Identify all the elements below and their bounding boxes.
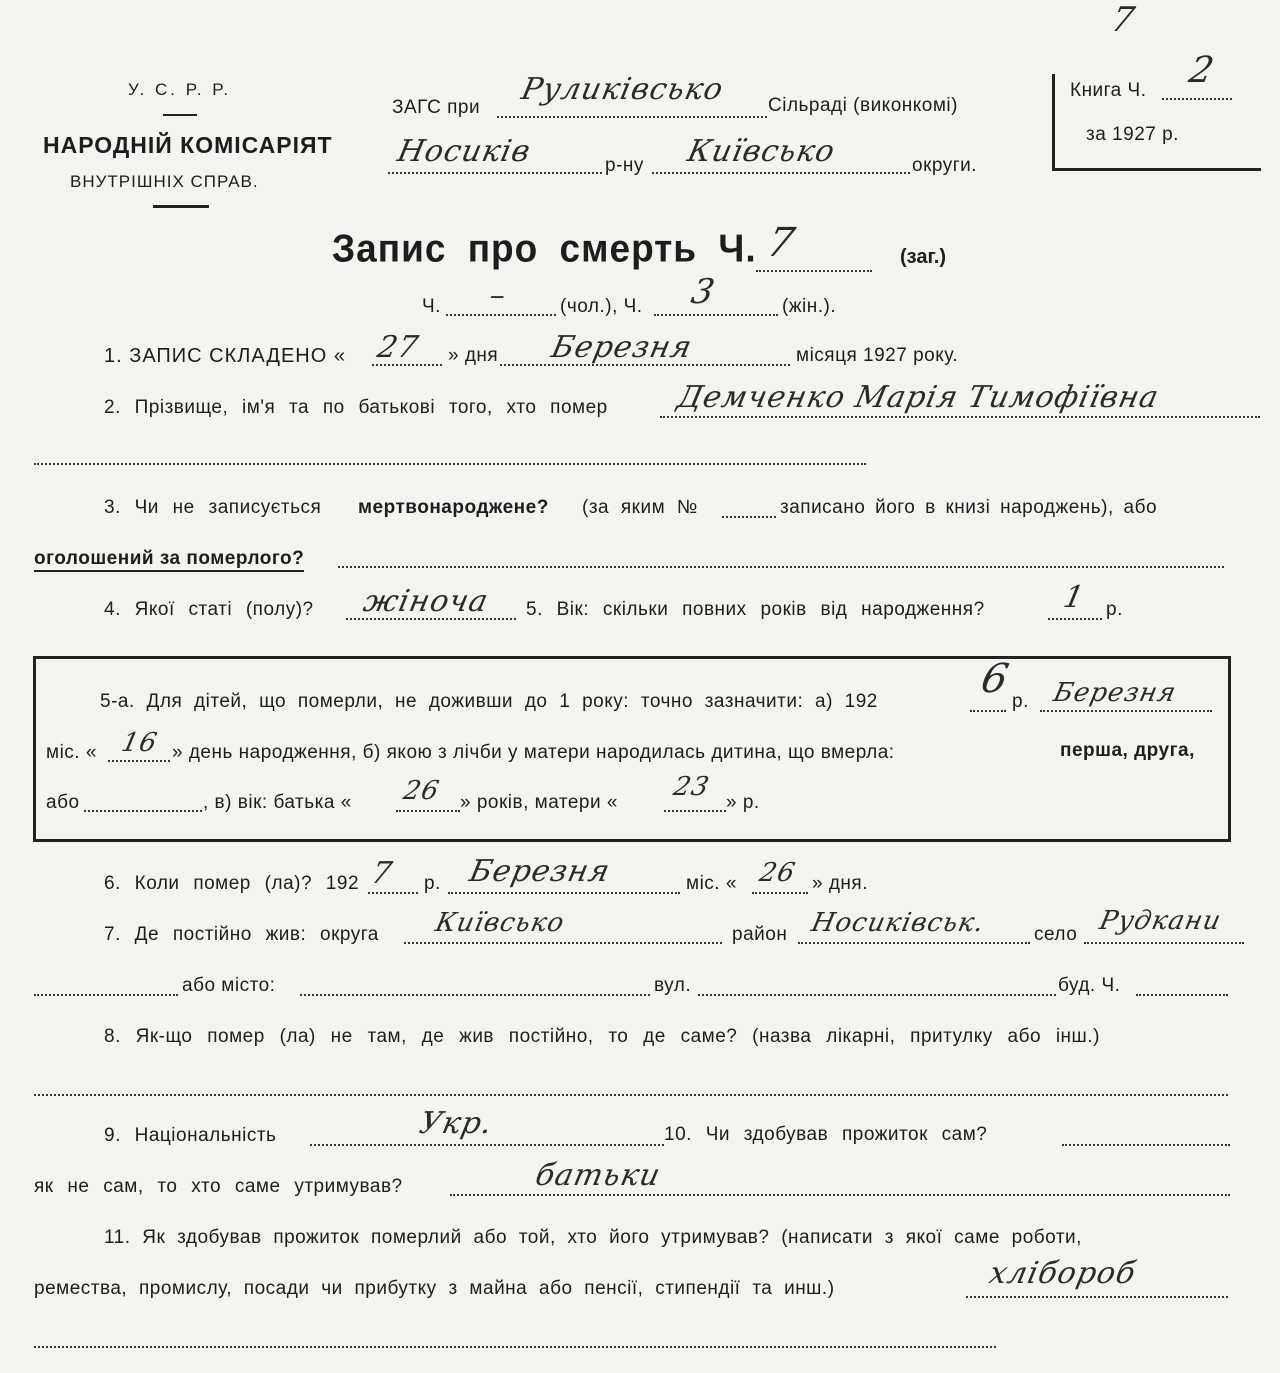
q5-label: 5. Вік: скільки повних років від народження? bbox=[526, 599, 985, 620]
q2-line-2 bbox=[34, 463, 866, 465]
q10-supported-handwritten: батьки bbox=[532, 1158, 664, 1193]
q1-day-handwritten: 27 bbox=[374, 330, 422, 365]
district-handwritten: Носиків bbox=[394, 134, 535, 169]
q7-selo-handwritten: Рудкани bbox=[1096, 906, 1225, 936]
q7-selo-line bbox=[1084, 942, 1244, 944]
okruha-handwritten: Київсько bbox=[684, 134, 839, 169]
q11-occupation-handwritten: хлібороб bbox=[986, 1256, 1140, 1291]
q5-age-unit: р. bbox=[1106, 599, 1123, 620]
female-count-handwritten: 3 bbox=[687, 272, 719, 312]
q7-rayon-label: район bbox=[732, 924, 788, 945]
q5a-month-handwritten: Березня bbox=[1050, 678, 1180, 708]
book-label: Книга Ч. bbox=[1070, 80, 1147, 101]
q5a-first-second: перша, друга, bbox=[1060, 740, 1195, 761]
female-count-line bbox=[654, 314, 778, 316]
q5a-line2-a: міс. « bbox=[46, 742, 97, 763]
q5a-day-line bbox=[108, 760, 170, 762]
q7-label: 7. Де постійно жив: округа bbox=[104, 924, 379, 945]
q10-line bbox=[1062, 1144, 1230, 1146]
q5a-line3-b: , в) вік: батька « bbox=[203, 792, 352, 813]
q5a-or-line bbox=[84, 810, 202, 812]
q8-label: 8. Як-що помер (ла) не там, де жив постійно, то де саме? (назва лікарні, притулку або інш.) bbox=[104, 1026, 1100, 1047]
q10-supported-line bbox=[450, 1194, 1230, 1196]
male-count-label: (чол.), Ч. bbox=[560, 296, 643, 317]
q5a-father-line bbox=[396, 810, 460, 812]
q9-label: 9. Національність bbox=[104, 1125, 277, 1146]
q2-line bbox=[660, 416, 1260, 418]
q3-line1-b: (за яким № bbox=[582, 497, 698, 518]
q5a-line2-b: » день народження, б) якою з лічби у матери народилась дитина, що вмерла: bbox=[172, 742, 895, 763]
book-number-handwritten: 2 bbox=[1185, 50, 1219, 91]
q6-year-handwritten: 7 bbox=[368, 856, 396, 891]
q10-supported-label: як не сам, то хто саме утримував? bbox=[34, 1176, 403, 1197]
title-number-handwritten: 7 bbox=[763, 220, 800, 266]
q7-house-line bbox=[1136, 994, 1228, 996]
q5a-mother-line bbox=[664, 810, 726, 812]
header-divider-bottom bbox=[153, 205, 209, 208]
q3-line2 bbox=[338, 566, 1224, 568]
department-label: ВНУТРІШНІХ СПРАВ. bbox=[70, 172, 259, 191]
q3-line1-a: 3. Чи не записується bbox=[104, 497, 322, 518]
q5a-year-line bbox=[970, 710, 1006, 712]
q7-street-line bbox=[698, 994, 1056, 996]
q6-end: » дня. bbox=[812, 873, 868, 894]
q5a-father-handwritten: 26 bbox=[400, 776, 443, 806]
zags-prefix: ЗАГС при bbox=[392, 97, 481, 118]
q5a-line1: 5-а. Для дітей, що померли, не доживши до 1 року: точно зазначити: а) 192 bbox=[100, 691, 878, 712]
header-divider-top bbox=[163, 114, 197, 116]
q6-year-unit: р. bbox=[424, 873, 441, 894]
council-handwritten: Руликівсько bbox=[518, 72, 727, 107]
q8-line bbox=[34, 1094, 1228, 1096]
corner-handwritten-mark: 7 bbox=[1107, 0, 1139, 40]
q6-year-line bbox=[368, 892, 418, 894]
q7-rayon-line bbox=[798, 942, 1030, 944]
form-title: Запис про смерть Ч. bbox=[332, 226, 757, 270]
district-line bbox=[388, 172, 602, 174]
q6-day-handwritten: 26 bbox=[756, 858, 799, 888]
q1-mid: » дня bbox=[448, 345, 499, 366]
book-number-line bbox=[1162, 98, 1232, 100]
q7-city-pre-line bbox=[34, 994, 178, 996]
q4-sex-handwritten: жіноча bbox=[360, 584, 492, 619]
q5a-line3-d: » р. bbox=[726, 792, 760, 813]
q5a-line3-c: » років, матери « bbox=[460, 792, 618, 813]
female-count-label: (жін.). bbox=[782, 296, 837, 317]
q5a-line3-a: або bbox=[46, 792, 80, 813]
q7-okruha-handwritten: Київсько bbox=[432, 908, 568, 938]
book-year: за 1927 р. bbox=[1086, 124, 1179, 145]
q7-street-label: вул. bbox=[654, 975, 692, 996]
q7-okruha-line bbox=[404, 942, 722, 944]
q3-line1-c: записано його в книзі народжень), або bbox=[780, 497, 1158, 518]
q6-mid: міс. « bbox=[686, 873, 737, 894]
q3-stillborn: мертвонароджене? bbox=[358, 497, 549, 518]
q3-number-line bbox=[722, 516, 776, 518]
q7-house-label: буд. Ч. bbox=[1058, 975, 1121, 996]
subtitle-ch: Ч. bbox=[422, 296, 441, 317]
q1-label: 1. ЗАПИС СКЛАДЕНО « bbox=[104, 345, 346, 367]
q7-selo-label: село bbox=[1034, 924, 1078, 945]
q6-month-handwritten: Березня bbox=[466, 854, 614, 889]
okruha-suffix: округи. bbox=[912, 155, 978, 176]
title-number-line bbox=[756, 270, 872, 272]
male-count-handwritten: – bbox=[486, 278, 510, 313]
q5a-day-handwritten: 16 bbox=[118, 728, 161, 758]
council-line bbox=[497, 116, 767, 118]
q7-rayon-handwritten: Носиківськ. bbox=[808, 908, 988, 938]
commissariat-title: НАРОДНІЙ КОМІСАРІЯТ bbox=[43, 132, 333, 158]
q2-name-handwritten: Демченко Марія Тимофіївна bbox=[674, 380, 1163, 415]
q3-declared-dead: оголошений за померлого? bbox=[34, 548, 304, 572]
q7-city-line bbox=[300, 994, 650, 996]
q4-label: 4. Якої статі (полу)? bbox=[104, 599, 314, 620]
q1-month-handwritten: Березня bbox=[548, 330, 696, 365]
q5-age-line bbox=[1048, 618, 1102, 620]
q5a-month-line bbox=[1040, 710, 1212, 712]
q9-nationality-handwritten: Укр. bbox=[416, 1106, 497, 1141]
title-suffix: (заг.) bbox=[900, 246, 947, 268]
q6-month-line bbox=[448, 892, 680, 894]
okruha-line bbox=[652, 172, 910, 174]
q5a-mother-handwritten: 23 bbox=[670, 772, 713, 802]
council-suffix: Сільраді (виконкомі) bbox=[768, 95, 958, 116]
q9-line bbox=[310, 1144, 664, 1146]
q10-label: 10. Чи здобував прожиток сам? bbox=[664, 1124, 988, 1145]
q1-end: місяця 1927 року. bbox=[796, 345, 959, 366]
q11-line2: ремества, промислу, посади чи прибутку з майна або пенсії, стипендії та инш.) bbox=[34, 1278, 835, 1299]
q11-line1: 11. Як здобував прожиток померлий або той, хто його утримував? (написати з якої саме роботи, bbox=[104, 1227, 1082, 1248]
q5a-year-handwritten: 6 bbox=[977, 656, 1014, 702]
q7-city-label: або місто: bbox=[182, 975, 276, 996]
q6-day-line bbox=[752, 892, 808, 894]
q11-line-2 bbox=[34, 1346, 996, 1348]
male-count-line bbox=[446, 314, 556, 316]
q6-label: 6. Коли помер (ла)? 192 bbox=[104, 873, 360, 894]
q2-label: 2. Прізвище, ім'я та по батькові того, хто помер bbox=[104, 397, 608, 418]
district-suffix: р-ну bbox=[605, 155, 644, 176]
republic-label: У. С. Р. Р. bbox=[128, 80, 232, 99]
q11-line bbox=[966, 1296, 1228, 1298]
q5-age-handwritten: 1 bbox=[1060, 580, 1088, 615]
q5a-year-unit: р. bbox=[1012, 691, 1029, 712]
